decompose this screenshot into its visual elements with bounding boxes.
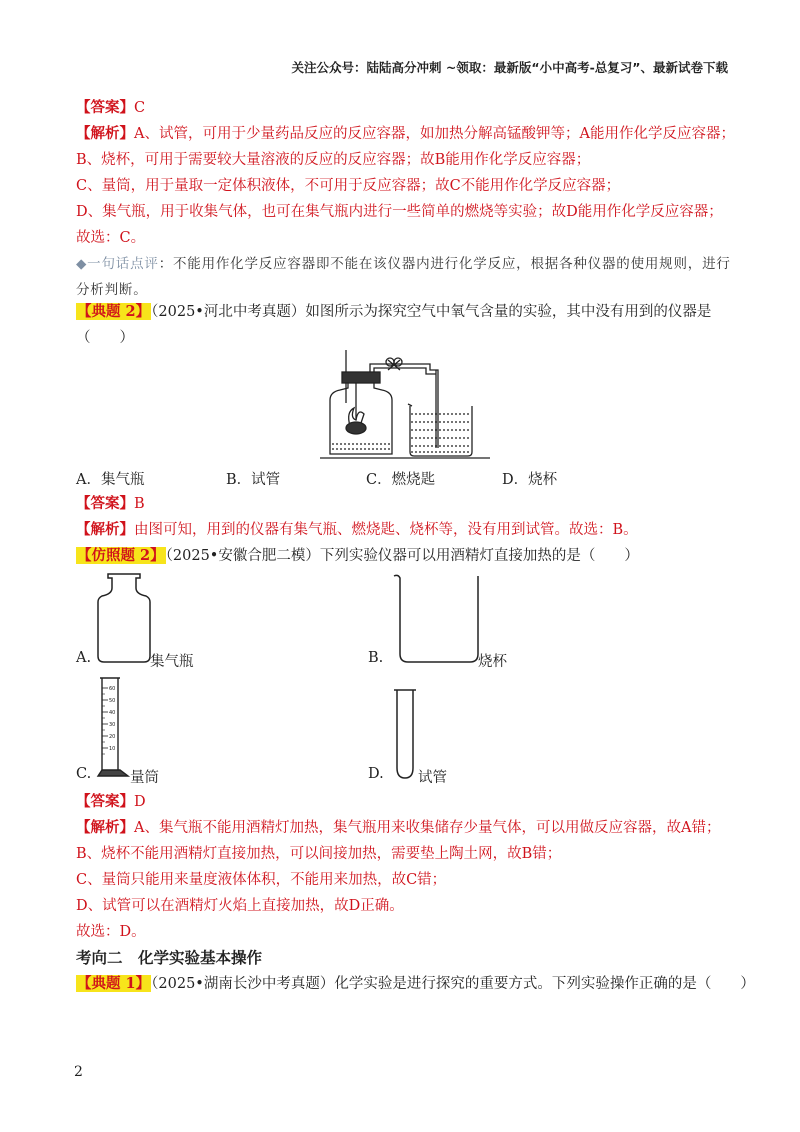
q1-answer bbox=[76, 98, 145, 118]
comment-text: ：不能用作化学反应容器即不能在该仪器内进行化学反应，根据各种仪器的使用规则，进行 bbox=[158, 256, 731, 272]
q2-option-c: C．燃烧匙 bbox=[366, 472, 436, 488]
question-text: （2025•湖南长沙中考真题）化学实验是进行探究的重要方式。下列实验操作正确的是（ ） bbox=[151, 976, 755, 992]
q3-option-a bbox=[76, 650, 91, 666]
q2-stem bbox=[76, 302, 711, 322]
q3-analysis-line-1 bbox=[76, 818, 720, 838]
q3-option-a-name: 集气瓶 bbox=[150, 654, 194, 670]
question-tag: 【仿照题 2】 bbox=[77, 547, 165, 564]
answer-label: 【答案】 bbox=[76, 495, 134, 512]
q1-analysis-line-2: B、烧杯，可用于需要较大量溶液的反应的反应容器；故B能用作化学反应容器； bbox=[76, 152, 591, 168]
page-number: 2 bbox=[74, 1064, 83, 1080]
q3-option-c bbox=[76, 766, 91, 782]
cylinder-tick-label: 30 bbox=[109, 722, 116, 728]
cylinder-tick-label: 20 bbox=[109, 734, 116, 740]
q3-option-d-name: 试管 bbox=[418, 770, 447, 786]
option-letter: C. bbox=[76, 766, 92, 782]
q3-answer bbox=[76, 792, 146, 812]
cylinder-tick-label: 60 bbox=[109, 686, 116, 692]
q3-option-b bbox=[368, 650, 383, 666]
q3-option-c-name: 量筒 bbox=[130, 770, 159, 786]
cylinder-tick-label: 10 bbox=[109, 746, 116, 752]
analysis-label: 【解析】 bbox=[76, 521, 134, 538]
q1-analysis-line-4: D、集气瓶，用于收集气体，也可在集气瓶内进行一些简单的燃烧等实验；故D能用作化学反应容器； bbox=[76, 204, 723, 220]
q3-analysis-line-4: D、试管可以在酒精灯火焰上直接加热，故D正确。 bbox=[76, 898, 404, 914]
q2-option-d: D．烧杯 bbox=[502, 472, 558, 488]
page-header: 关注公众号：陆陆高分冲刺 ~领取：最新版“小中高考-总复习”、最新试卷下载 bbox=[291, 60, 728, 75]
comment-line-1 bbox=[76, 254, 731, 274]
beaker-drawing bbox=[392, 572, 482, 664]
analysis-label: 【解析】 bbox=[76, 819, 134, 836]
q3-option-d bbox=[368, 766, 384, 782]
comment-label: ◆一句话点评 bbox=[76, 256, 159, 272]
analysis-text: A、集气瓶不能用酒精灯加热，集气瓶用来收集储存少量气体，可以用做反应容器，故A错； bbox=[134, 820, 721, 836]
comment-line-2: 分析判断。 bbox=[76, 282, 148, 298]
q2-answer bbox=[76, 494, 145, 514]
analysis-text: A、试管，可用于少量药品反应的反应容器，如加热分解高锰酸钾等；A能用作化学反应容器； bbox=[134, 126, 735, 142]
option-letter: B. bbox=[368, 650, 384, 666]
question-tag: 【典题 2】 bbox=[77, 303, 151, 320]
q3-analysis-line-5: 故选：D。 bbox=[76, 924, 146, 940]
q4-stem bbox=[76, 974, 755, 994]
measuring-cylinder-drawing bbox=[96, 676, 132, 780]
option-letter: D. bbox=[368, 766, 384, 782]
answer-label: 【答案】 bbox=[76, 793, 134, 810]
q3-stem bbox=[76, 546, 639, 566]
test-tube-drawing bbox=[392, 688, 418, 780]
option-letter: A. bbox=[76, 650, 92, 666]
q2-option-b: B．试管 bbox=[226, 472, 281, 488]
q1-analysis-line-5: 故选：C。 bbox=[76, 230, 146, 246]
cylinder-tick-label: 40 bbox=[109, 710, 116, 716]
answer-label: 【答案】 bbox=[76, 99, 134, 116]
answer-value: C bbox=[134, 100, 146, 116]
q2-stem-line-2: （ ） bbox=[76, 330, 134, 346]
oxygen-experiment-figure bbox=[318, 348, 492, 463]
q3-analysis-line-3: C、量筒只能用来量度液体体积，不能用来加热，故C错； bbox=[76, 872, 447, 888]
analysis-text: 由图可知，用到的仪器有集气瓶、燃烧匙、烧杯等，没有用到试管。故选：B。 bbox=[134, 522, 638, 538]
cylinder-tick-label: 50 bbox=[109, 698, 116, 704]
q2-analysis bbox=[76, 520, 638, 540]
q2-option-a: A．集气瓶 bbox=[76, 472, 145, 488]
gas-bottle-drawing bbox=[96, 572, 152, 664]
q1-analysis-line-3: C、量筒，用于量取一定体积液体，不可用于反应容器；故C不能用作化学反应容器； bbox=[76, 178, 621, 194]
q3-option-b-name: 烧杯 bbox=[478, 654, 507, 670]
answer-value: D bbox=[134, 794, 146, 810]
question-text: （2025•安徽合肥二模）下列实验仪器可以用酒精灯直接加热的是（ ） bbox=[165, 548, 639, 564]
question-text: （2025•河北中考真题）如图所示为探究空气中氧气含量的实验，其中没有用到的仪器是 bbox=[151, 304, 712, 320]
answer-value: B bbox=[134, 496, 145, 512]
q1-analysis-line-1 bbox=[76, 124, 735, 144]
section-heading: 考向二 化学实验基本操作 bbox=[76, 949, 263, 967]
analysis-label: 【解析】 bbox=[76, 125, 134, 142]
q3-analysis-line-2: B、烧杯不能用酒精灯直接加热，可以间接加热，需要垫上陶土网，故B错； bbox=[76, 846, 562, 862]
question-tag: 【典题 1】 bbox=[77, 975, 151, 992]
